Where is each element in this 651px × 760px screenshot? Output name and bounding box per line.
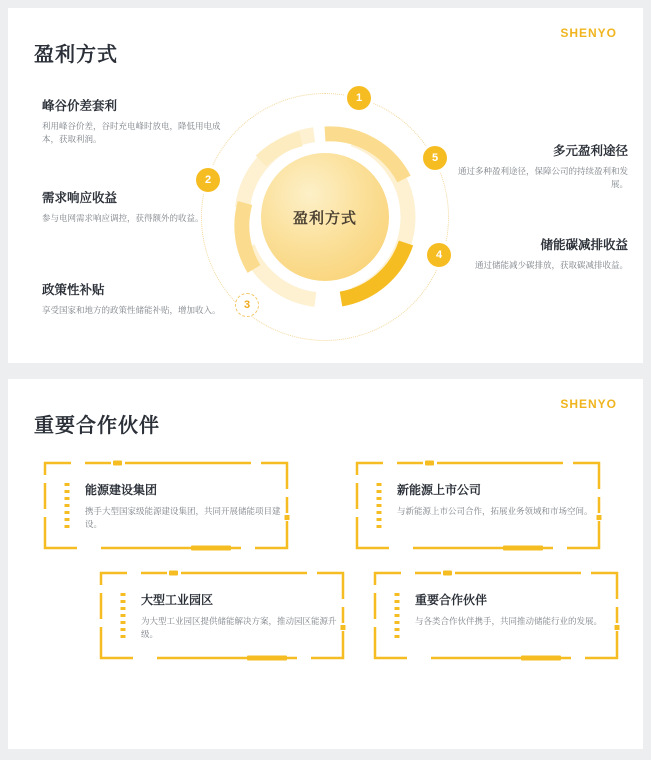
card-text: [141, 591, 337, 641]
brand-logo-2: SHENYO: [560, 397, 617, 411]
card-body: 为大型工业园区提供储能解决方案，推动园区能源升级。: [141, 616, 337, 639]
slide-profit-model: [8, 8, 643, 363]
partner-card[interactable]: [353, 459, 603, 552]
profit-item-5: [443, 235, 628, 272]
profit-item-5-heading: 储能碳减排收益: [540, 238, 628, 252]
profit-item-5-body: 通过储能减少碳排放，获取碳减排收益。: [474, 260, 628, 270]
card-heading: 能源建设集团: [85, 483, 158, 497]
profit-item-1-body: 利用峰谷价差，谷时充电峰时放电，降低用电成本，获取利润。: [42, 121, 221, 145]
profit-item-4-body: 通过多种盈利途径，保障公司的持续盈利和发展。: [457, 166, 628, 190]
partner-card[interactable]: [97, 569, 347, 662]
ring-node-2[interactable]: 2: [196, 168, 220, 192]
profit-item-2-body: 参与电网需求响应调控，获得额外的收益。: [42, 213, 204, 223]
ring-node-3[interactable]: 3: [235, 293, 259, 317]
ring-node-5[interactable]: 5: [423, 146, 447, 170]
card-body: 与各类合作伙伴携手，共同推动储能行业的发展。: [415, 616, 603, 626]
ring-center-disc: [261, 153, 389, 281]
card-heading: 大型工业园区: [141, 593, 214, 607]
page-title: 盈利方式: [34, 44, 118, 66]
profit-item-1-heading: 峰谷价差套利: [42, 99, 118, 113]
page-title-2: 重要合作伙伴: [34, 415, 160, 437]
card-body: 携手大型国家级能源建设集团，共同开展储能项目建设。: [85, 506, 281, 529]
profit-item-4-heading: 多元盈利途径: [552, 144, 628, 158]
brand-logo: SHENYO: [560, 26, 617, 40]
profit-item-2: [42, 188, 222, 225]
profit-item-4: [443, 141, 628, 191]
profit-item-3-body: 享受国家和地方的政策性储能补贴，增加收入。: [42, 305, 221, 315]
partner-card-grid: [8, 479, 651, 709]
ring-diagram: [201, 93, 451, 343]
card-text: [85, 481, 281, 531]
card-text: [415, 591, 611, 628]
card-body: 与新能源上市公司合作，拓展业务领域和市场空间。: [397, 506, 593, 516]
partner-card[interactable]: [371, 569, 621, 662]
card-heading: 重要合作伙伴: [415, 593, 488, 607]
partner-card[interactable]: [41, 459, 291, 552]
profit-item-1: [42, 96, 222, 146]
profit-item-2-heading: 需求响应收益: [42, 191, 118, 205]
slide-partners: [8, 379, 643, 749]
ring-node-1[interactable]: 1: [347, 86, 371, 110]
card-text: [397, 481, 593, 518]
profit-item-3-heading: 政策性补贴: [42, 283, 105, 297]
ring-center-label: 盈利方式: [292, 209, 357, 227]
ring-node-4[interactable]: 4: [427, 243, 451, 267]
profit-item-3: [42, 280, 222, 317]
card-heading: 新能源上市公司: [397, 483, 482, 497]
